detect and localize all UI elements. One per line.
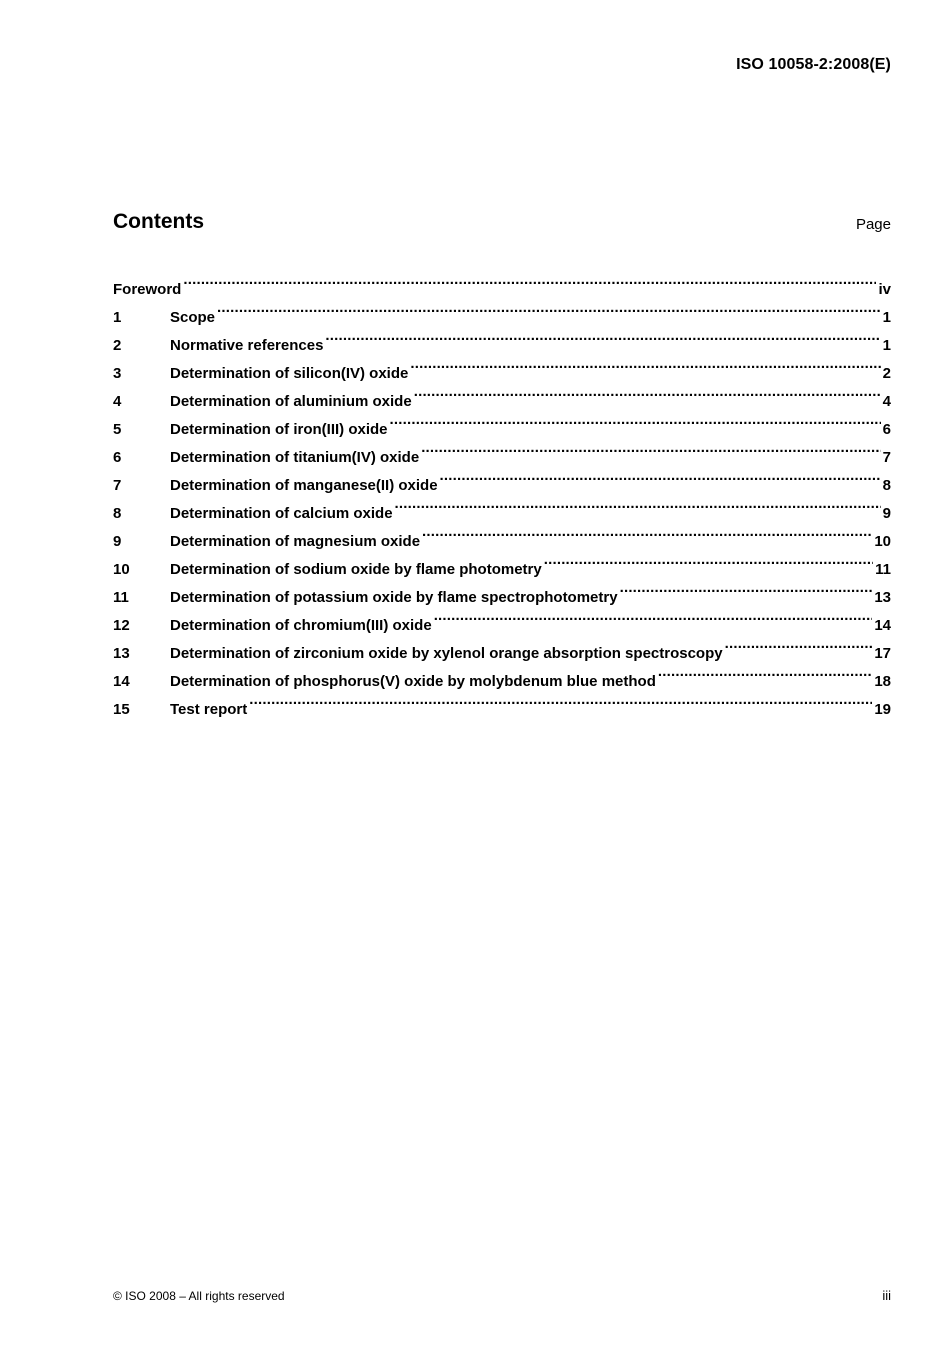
toc-dot-leader <box>422 518 872 546</box>
toc-entry-1[interactable] <box>113 294 891 326</box>
toc-dot-leader <box>725 630 873 658</box>
toc-entry-page: 14 <box>874 617 891 634</box>
toc-dot-leader <box>183 266 876 294</box>
page-number: iii <box>882 1288 891 1303</box>
toc-entry-title: Determination of calcium oxide <box>170 505 393 522</box>
toc-entry-title: Determination of silicon(IV) oxide <box>170 365 409 382</box>
toc-entry-number: 10 <box>113 561 130 578</box>
toc-dot-leader <box>414 378 881 406</box>
toc-entry-page: 1 <box>882 337 891 354</box>
toc-entry-number: 15 <box>113 701 130 718</box>
toc-entry-number: 5 <box>113 421 122 438</box>
toc-entry-number: 9 <box>113 533 122 550</box>
table-of-contents <box>113 266 891 718</box>
toc-entry-number: 14 <box>113 673 130 690</box>
toc-entry-page: 8 <box>882 477 891 494</box>
toc-entry-page: 13 <box>874 589 891 606</box>
toc-entry-number: 7 <box>113 477 122 494</box>
toc-entry-title: Determination of manganese(II) oxide <box>170 477 438 494</box>
toc-dot-leader <box>544 546 873 574</box>
toc-entry-page: 1 <box>882 309 891 326</box>
toc-entry-title: Determination of zirconium oxide by xylenol orange absorption spectroscopy <box>170 645 723 662</box>
toc-dot-leader <box>395 490 881 518</box>
document-id: ISO 10058-2:2008(E) <box>736 56 891 73</box>
toc-entry-page: 9 <box>882 505 891 522</box>
toc-entry-number: 3 <box>113 365 122 382</box>
toc-dot-leader <box>434 602 873 630</box>
toc-entry-number: 2 <box>113 337 122 354</box>
toc-entry-title: Test report <box>170 701 248 718</box>
contents-heading: Contents <box>113 210 204 233</box>
toc-entry-title: Scope <box>170 309 216 326</box>
toc-entry-page: 19 <box>874 701 891 718</box>
toc-entry-title: Determination of magnesium oxide <box>170 533 421 550</box>
toc-entry-page: iv <box>878 281 891 298</box>
toc-entry-page: 18 <box>874 673 891 690</box>
toc-entry-number: 11 <box>113 589 129 606</box>
toc-entry-page: 2 <box>882 365 891 382</box>
toc-entry-number: 13 <box>113 645 130 662</box>
toc-dot-leader <box>325 322 880 350</box>
copyright-notice: © ISO 2008 – All rights reserved <box>113 1289 285 1303</box>
toc-entry-title: Determination of sodium oxide by flame photometry <box>170 561 542 578</box>
toc-entry-title: Determination of titanium(IV) oxide <box>170 449 420 466</box>
toc-entry-foreword[interactable] <box>113 266 891 298</box>
toc-dot-leader <box>440 462 881 490</box>
toc-entry-number: 8 <box>113 505 122 522</box>
toc-entry-page: 11 <box>875 561 891 578</box>
toc-entry-title: Determination of phosphorus(V) oxide by molybdenum blue method <box>170 673 656 690</box>
toc-entry-title: Determination of potassium oxide by flame spectrophotometry <box>170 589 618 606</box>
toc-entry-title: Determination of aluminium oxide <box>170 393 412 410</box>
toc-entry-title: Determination of chromium(III) oxide <box>170 617 432 634</box>
toc-entry-page: 6 <box>882 421 891 438</box>
toc-entry-title: Determination of iron(III) oxide <box>170 421 388 438</box>
toc-dot-leader <box>410 350 880 378</box>
toc-dot-leader <box>421 434 880 462</box>
toc-dot-leader <box>620 574 873 602</box>
toc-entry-page: 7 <box>882 449 891 466</box>
toc-dot-leader <box>658 658 872 686</box>
toc-entry-page: 10 <box>874 533 891 550</box>
toc-entry-number: 12 <box>113 617 130 634</box>
page-column-label: Page <box>855 216 891 233</box>
toc-entry-title: Normative references <box>170 337 324 354</box>
toc-entry-number: 6 <box>113 449 122 466</box>
toc-entry-2[interactable] <box>113 322 891 354</box>
toc-dot-leader <box>390 406 881 434</box>
toc-entry-title: Foreword <box>113 281 182 298</box>
toc-dot-leader <box>249 686 872 714</box>
toc-entry-page: 4 <box>882 393 891 410</box>
toc-entry-number: 1 <box>113 309 122 326</box>
toc-dot-leader <box>217 294 881 322</box>
toc-entry-page: 17 <box>874 645 891 662</box>
toc-entry-number: 4 <box>113 393 122 410</box>
